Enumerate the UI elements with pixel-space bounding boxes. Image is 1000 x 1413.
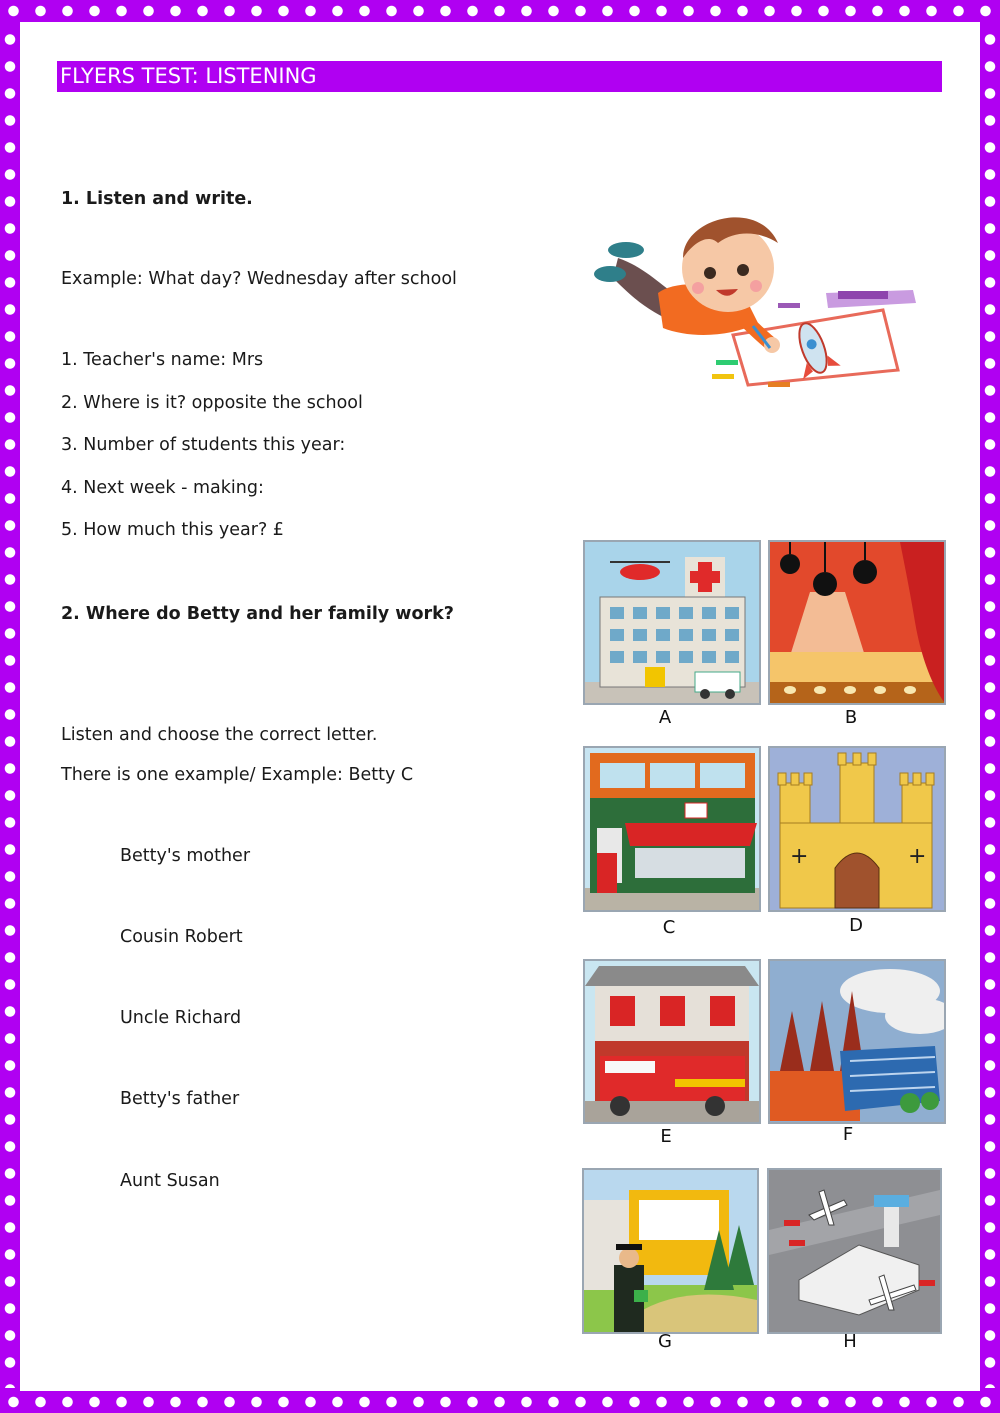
- letter-e: E: [660, 1126, 672, 1147]
- frame-dots-right: [983, 26, 997, 1388]
- part2-instruction: Listen and choose the correct letter.: [61, 725, 378, 745]
- letter-d: D: [849, 915, 863, 936]
- letter-g: G: [658, 1331, 672, 1352]
- page-title: FLYERS TEST: LISTENING: [57, 61, 942, 92]
- question-4: 4. Next week - making:: [61, 478, 264, 498]
- letter-c: C: [662, 917, 676, 938]
- person-bettys-father: Betty's father: [120, 1089, 240, 1109]
- picture-a-hospital: [583, 540, 761, 705]
- picture-b-theatre: [768, 540, 946, 705]
- frame-dots-top: [0, 4, 1000, 18]
- part2-heading: 2. Where do Betty and her family work?: [61, 604, 454, 624]
- svg-text:+: +: [908, 844, 927, 869]
- person-uncle-richard: Uncle Richard: [120, 1008, 242, 1028]
- person-cousin-robert: Cousin Robert: [120, 927, 243, 947]
- letter-b: B: [844, 707, 858, 728]
- part1-example: Example: What day? Wednesday after school: [61, 269, 457, 289]
- picture-d-castle: [768, 746, 946, 912]
- svg-text:+: +: [790, 844, 809, 869]
- frame-dots-bottom: [0, 1395, 1000, 1409]
- part2-example: There is one example/ Example: Betty C: [61, 765, 414, 785]
- question-3: 3. Number of students this year:: [61, 435, 346, 455]
- letter-h: H: [843, 1331, 857, 1352]
- picture-f-factory: [768, 959, 946, 1124]
- picture-g-university: [582, 1168, 759, 1334]
- question-1: 1. Teacher's name: Mrs: [61, 350, 264, 370]
- picture-e-fire-station: [583, 959, 761, 1124]
- picture-h-airport: [767, 1168, 942, 1334]
- picture-c-post-office: [583, 746, 761, 912]
- letter-a: A: [658, 707, 672, 728]
- person-bettys-mother: Betty's mother: [120, 846, 251, 866]
- question-2: 2. Where is it? opposite the school: [61, 393, 363, 413]
- part1-heading: 1. Listen and write.: [61, 189, 253, 209]
- person-aunt-susan: Aunt Susan: [120, 1171, 220, 1191]
- letter-f: F: [842, 1124, 854, 1145]
- boy-drawing-illustration: [588, 198, 923, 393]
- frame-dots-left: [3, 26, 17, 1388]
- question-5: 5. How much this year? £: [61, 520, 284, 540]
